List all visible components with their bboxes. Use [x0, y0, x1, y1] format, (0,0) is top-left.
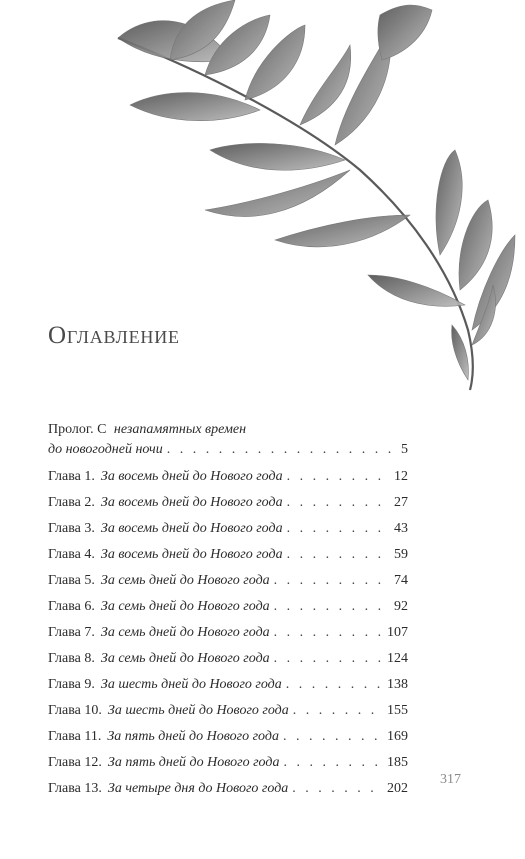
- dot-leader: [293, 698, 383, 724]
- dot-leader: [167, 440, 397, 460]
- toc-entry-chapter-5[interactable]: [48, 568, 408, 594]
- page-number: 74: [394, 573, 408, 588]
- chapter-label: Глава 4.: [48, 547, 95, 562]
- dot-leader: [274, 620, 383, 646]
- toc-heading: Оглавление: [48, 322, 180, 349]
- page-number: 138: [387, 677, 408, 692]
- chapter-title: За пять дней до Нового года: [107, 755, 280, 770]
- toc-entry-prolog[interactable]: [48, 440, 408, 460]
- prolog-title-line1: незапамятных времен: [113, 422, 247, 437]
- prolog-label: Пролог. С: [48, 422, 107, 437]
- chapter-title: За семь дней до Нового года: [100, 651, 270, 666]
- dot-leader: [287, 542, 390, 568]
- chapter-title: За восемь дней до Нового года: [100, 495, 283, 510]
- page-number: 12: [394, 469, 408, 484]
- page-number: 59: [394, 547, 408, 562]
- dot-leader: [287, 464, 390, 490]
- toc-entry-chapter-10[interactable]: [48, 698, 408, 724]
- page-number: 155: [387, 703, 408, 718]
- chapter-label: Глава 3.: [48, 521, 95, 536]
- chapter-title: За семь дней до Нового года: [100, 599, 270, 614]
- chapter-label: Глава 7.: [48, 625, 95, 640]
- chapter-label: Глава 5.: [48, 573, 95, 588]
- chapter-title: За семь дней до Нового года: [100, 625, 270, 640]
- chapter-label: Глава 11.: [48, 729, 102, 744]
- toc-entry-chapter-2[interactable]: [48, 490, 408, 516]
- dot-leader: [274, 594, 390, 620]
- page-number: 5: [401, 442, 408, 457]
- toc-entry-chapter-12[interactable]: [48, 750, 408, 776]
- chapter-label: Глава 9.: [48, 677, 95, 692]
- chapter-title: За пять дней до Нового года: [107, 729, 279, 744]
- toc-entry-chapter-9[interactable]: [48, 672, 408, 698]
- chapter-label: Глава 13.: [48, 781, 102, 796]
- dot-leader: [274, 568, 390, 594]
- page-number: 92: [394, 599, 408, 614]
- chapter-title: За семь дней до Нового года: [100, 573, 270, 588]
- chapter-title: За шесть дней до Нового года: [107, 703, 289, 718]
- chapter-title: За четыре дня до Нового года: [107, 781, 289, 796]
- page-number: 185: [387, 755, 408, 770]
- dot-leader: [283, 724, 383, 750]
- chapter-label: Глава 12.: [48, 755, 102, 770]
- dot-leader: [283, 750, 383, 776]
- toc-entry-chapter-1[interactable]: [48, 464, 408, 490]
- page-number: 169: [387, 729, 408, 744]
- toc-entry-chapter-4[interactable]: [48, 542, 408, 568]
- toc-entry-chapter-3[interactable]: [48, 516, 408, 542]
- dot-leader: [287, 516, 390, 542]
- table-of-contents: [48, 420, 408, 802]
- dot-leader: [287, 490, 390, 516]
- chapter-label: Глава 6.: [48, 599, 95, 614]
- chapter-title: За шесть дней до Нового года: [100, 677, 282, 692]
- chapter-title: За восемь дней до Нового года: [100, 521, 283, 536]
- toc-entry-chapter-13[interactable]: [48, 776, 408, 802]
- chapter-title: За восемь дней до Нового года: [100, 469, 283, 484]
- page-number: 27: [394, 495, 408, 510]
- page-number: 202: [387, 781, 408, 796]
- chapter-label: Глава 8.: [48, 651, 95, 666]
- page-number: 107: [387, 625, 408, 640]
- toc-entry-chapter-7[interactable]: [48, 620, 408, 646]
- toc-entry-chapter-8[interactable]: [48, 646, 408, 672]
- prolog-title-line2: до новогодней ночи: [48, 442, 163, 457]
- chapter-label: Глава 10.: [48, 703, 102, 718]
- toc-entry-chapter-6[interactable]: [48, 594, 408, 620]
- dot-leader: [274, 646, 383, 672]
- toc-entry-prolog-line1[interactable]: [48, 420, 408, 440]
- chapter-title: За восемь дней до Нового года: [100, 547, 283, 562]
- dot-leader: [292, 776, 383, 802]
- toc-entry-chapter-11[interactable]: [48, 724, 408, 750]
- page-number: 124: [387, 651, 408, 666]
- folio-page-number: 317: [440, 772, 461, 787]
- chapter-label: Глава 2.: [48, 495, 95, 510]
- page-number: 43: [394, 521, 408, 536]
- dot-leader: [286, 672, 383, 698]
- chapter-label: Глава 1.: [48, 469, 95, 484]
